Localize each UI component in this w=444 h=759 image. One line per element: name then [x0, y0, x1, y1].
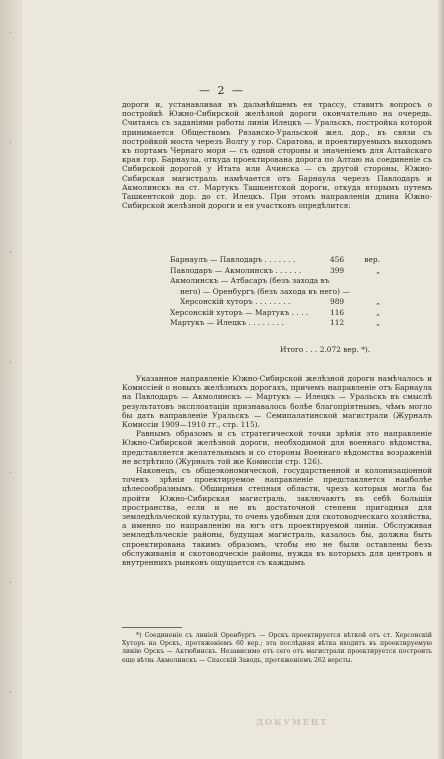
body-paragraphs [122, 374, 432, 567]
paragraph-strategic: Равнымъ образомъ и съ стратегической точки зрѣнія это направленіе Южно-Сибирской желѣзной дороги, необходимой для военнаго вѣдомства, представляется желательнымъ и со стороны Военнаго вѣдомства возраженій не встрѣтило (Журналъ той же Комиссіи стр. 126). [122, 429, 432, 466]
distance-row: Павлодаръ — Акмолинскъ . . . . . . 399 „ [170, 265, 380, 275]
binding-stitch: • [9, 250, 12, 256]
distance-row: Мартукъ — Илецкъ . . . . . . . . 112 „ [170, 318, 380, 327]
paragraph-commission: Указанное направленіе Южно-Сибирской желѣзной дороги намѣчалось и Комиссіей о новыхъ желѣзныхъ дорогахъ, причемъ направленіе отъ Барнаула на Павлодаръ — Акмолинскъ — Мартукъ — Илецкъ — Уральскъ въ смыслѣ результатовъ эксплоатаціи признавалось болѣе благопріятнымъ, чѣмъ могло бы дать направленіе Уральскъ — Семипалатинской магистрали (Журналъ Комиссіи 1909—1910 гг., стр. 115). [122, 374, 432, 430]
distance-row: Херсонскій хуторъ . . . . . . . . 989 „ [180, 297, 380, 306]
binding-stitch: • [9, 140, 12, 146]
distance-row: него) — Оренбургъ (безъ захода въ него) — [180, 286, 350, 296]
footnote-divider [122, 627, 182, 628]
paragraph-economic: Наконецъ, съ общеэкономической, государственной и колонизаціонной точекъ зрѣнія проектируемое направленіе представляется наиболѣе цѣлесообразнымъ. Обширныя степныя области, чрезъ которыя могла бы пройти Южно-Сибирская магистраль, заключаютъ въ себѣ большія пространства, если и не въ достаточной степени пригодныя для земледѣльческой культуры, то очень удобныя для скотоводческаго хозяйства, а именно по направленію на югъ отъ проектируемой линіи. Обслуживая земледѣльческіе районы, будущая магистраль, казалось бы, должна быть спроектирована такимъ образомъ, чтобы ею не были оставлены безъ обслуживанія и скотоводческіе районы, нужда въ которыхъ для центровъ и внутреннихъ рынковъ ощущается съ каждымъ [122, 466, 432, 568]
faded-stamp: ДОКУМЕНТ [256, 717, 329, 727]
distance-total: Итого . . . 2.072 вер. *). [280, 345, 371, 354]
distance-table [170, 255, 380, 329]
distance-row: Акмолинскъ — Атбасаръ (безъ захода въ [170, 276, 330, 285]
binding-stitch: • [9, 690, 12, 696]
binding-stitch: • [9, 580, 12, 586]
distance-row: Херсонскій хуторъ — Мартукъ . . . . 116 „ [170, 307, 380, 317]
distance-row: Барнаулъ — Павлодаръ . . . . . . . 456 вер. [170, 255, 380, 264]
binding-gutter [0, 0, 22, 759]
binding-stitch: • [9, 30, 12, 36]
paragraph-intro: дороги и, устанавливая въ дальнѣйшемъ ея трассу, ставитъ вопросъ о постройкѣ Южно-Сибирской желѣзной дороги окончательно на очередь. Считаясь съ заданіями работы линіи Илецкъ — Уральскъ, постройка которой принимается Обществомъ Рязанско-Уральской жел. дор., въ связи съ постройкой моста черезъ Волгу у гор. Саратова, и проектируемыхъ выходомъ къ портамъ Чернаго моря — съ одной стороны и значеніемъ для Алтайскаго края гор. Барнаула, откуда проектирована дорога по Алтаю на соединеніе съ Сибирской дорогой у Итата или Ачинска — съ другой стороны, Южно-Сибирская магистраль намѣчается отъ Барнаула черезъ Павлодаръ и Акмолинскъ на ст. Мартукъ Ташкентской дороги, откуда вторымъ путемъ Ташкентской дор. до ст. Илецкъ. При этомъ направленіи длина Южно-Сибирской желѣзной дороги и ея участковъ опредѣлится: [122, 100, 432, 211]
binding-stitch: • [9, 360, 12, 366]
page-edge [438, 0, 444, 759]
footnote: *) Соединеніе съ линіей Оренбургъ — Орскъ проектируется вѣткой отъ ст. Херсонскій Хуторъ на Орскъ, протяженіемъ 60 вер.; эта послѣдняя вѣтка входитъ въ проектируемую линію Орскъ — Актюбинскъ. Независимо отъ сего отъ магистрали проектируется построить еще вѣтвь Акмолинскъ — Спасскій Заводъ, протяженіемъ 262 версты. [122, 632, 432, 664]
binding-stitch: • [9, 470, 12, 476]
page-number: — 2 — [199, 84, 245, 97]
